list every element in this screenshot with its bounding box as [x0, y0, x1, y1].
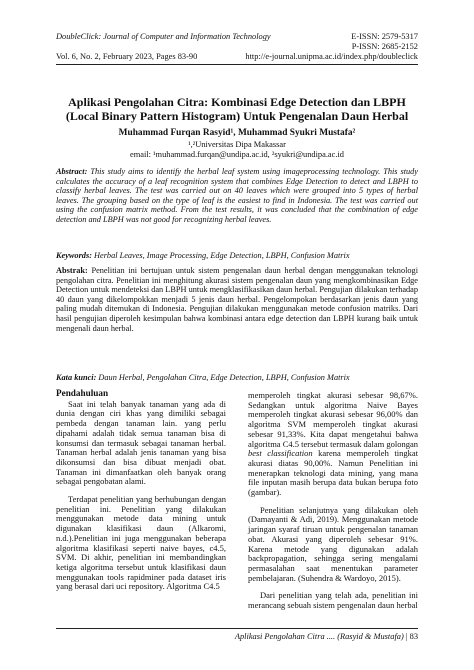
keywords-indonesian-label: Kata kunci:: [56, 373, 97, 382]
keywords-english: [56, 251, 418, 260]
page-footer: Aplikasi Pengolahan Citra .... (Rasyid & Mustafa) | 83: [234, 632, 418, 641]
section-heading: Pendahuluan: [56, 388, 109, 398]
page-number: 83: [409, 632, 418, 641]
abstract-indonesian-label: Abstrak:: [56, 266, 88, 275]
body-paragraph: [248, 391, 418, 498]
journal-name: DoubleClick: Journal of Computer and Information Technology: [56, 32, 271, 41]
paper-authors: Muhammad Furqan Rasyid¹, Muhammad Syukri Mustafa²: [118, 128, 356, 138]
body-paragraph: Saat ini telah banyak tanaman yang ada di dunia dengan ciri khas yang dimiliki sebagai pembeda dengan tanaman lain. yang perlu dipahami adalah tidak semua tanaman bisa di konsumsi dan termasuk sebagai tanaman herbal. Tanaman herbal adalah jenis tanaman yang bisa dikonsumsi dan bisa dibuat menjadi obat. Tanaman ini dimanfaatkan oleh banyak orang sebagai pengobatan alami.: [56, 398, 226, 487]
body-paragraph: Penelitian selanjutnya yang dilakukan oleh (Damayanti & Adi, 2019). Menggunakan metode jaringan syaraf tiruan untuk pengenalan tanaman obat. Akurasi yang diperoleh sebesar 91%. Karena metode yang digunakan adalah backpropagation, sehingga sering mengalami permasalahan saat menentukan parameter pembelajaran. (Suhendra & Wardoyo, 2015).: [248, 504, 418, 583]
journal-url: http://e-journal.unipma.ac.id/index.php/doubleclick: [245, 52, 418, 61]
body-emphasis: best classification: [248, 448, 313, 459]
keywords-indonesian: [56, 373, 418, 382]
eissn: E-ISSN: 2579-5317: [351, 32, 418, 41]
body-left-column: [56, 389, 226, 592]
abstract-english-label: Abstract:: [56, 167, 88, 176]
body-text: memperoleh tingkat akurasi sebesar 98,67%. Sedangkan untuk algoritma Naive Bayes memperoleh tingkat akurasi sebesar 96,00% dan algoritma SVM memperoleh tingkat akurasi sebesar 91,33%. Kita dapat mengetahui bahwa algoritma C4.5 tersebut termasuk dalam golongan: [248, 390, 418, 449]
keywords-english-label: Keywords:: [56, 251, 92, 260]
pissn: P-ISSN: 2685-2152: [351, 42, 418, 51]
paper-title: Aplikasi Pengolahan Citra: Kombinasi Edge Detection dan LBPH (Local Binary Pattern Histogram) Untuk Pengenalan Daun Herbal: [65, 95, 409, 123]
body-right-column: [248, 391, 418, 611]
body-text: karena memperoleh tingkat akurasi diatas 90,00%. Namun Penelitian ini menerapkan teknologi data mining, yang mana file inputan masih berupa data bukan berupa foto (gambar).: [248, 448, 418, 498]
volume-info: Vol. 6, No. 2, February 2023, Pages 83-90: [56, 52, 198, 61]
body-paragraph: Dari penelitian yang telah ada, penelitian ini merancang sebuah sistem pengenalan daun herbal: [248, 590, 418, 611]
keywords-indonesian-text: Daun Herbal, Pengolahan Citra, Edge Detection, LBPH, Confusion Matrix: [98, 373, 350, 382]
keywords-english-text: Herbal Leaves, Image Processing, Edge Detection, LBPH, Confusion Matrix: [94, 251, 350, 260]
abstract-english-text: This study aims to identify the herbal leaf system using imageprocessing technology. This study calculates the accuracy of a leaf recognition system that combines Edge Detection to detect and LBPH to classify herbal leaves. The test was carried out on 40 leaves which were grouped into 5 types of herbal leaves. The grouping based on the type of leaf is the easiest to find in Indonesia. The test was carried out using the confusion matrix method. From the test results, it was concluded that the combination of edge detection and LBPH was not good for recognizing herbal leaves.: [56, 167, 418, 224]
abstract-indonesian-text: Penelitian ini bertujuan untuk sistem pengenalan daun herbal dengan menggunakan teknologi pengolahan citra. Penelitian ini menghitung akurasi sistem pengenalan daun yang mengkombinasikan Edge Detection untuk mendeteksi dan LBPH untuk mengklasifikasikan daun herbal. Pengujian dilakukan terhadap 40 daun yang dikelompokkan menjadi 5 jenis daun herbal. Pengelompokan berdasarkan jenis daun yang paling mudah ditemukan di Indonesia. Pengujian dilakukan menggunakan metode confusion matriks. Dari hasil pengujian diperoleh kesimpulan bahwa kombinasi antara edge detection dan LBPH kurang baik untuk mengenali daun herbal.: [56, 266, 418, 333]
abstract-indonesian: [56, 266, 418, 333]
author-emails: email: ¹muhammad.furqan@undipa.ac.id, ²syukri@undipa.ac.id: [130, 150, 344, 159]
footer-text: Aplikasi Pengolahan Citra .... (Rasyid & Mustafa): [234, 632, 404, 641]
header-rule: [56, 64, 418, 65]
body-paragraph: Terdapat penelitian yang berhubungan dengan penelitian ini. Penelitian yang dilakukan menggunakan metode data mining untuk digunakan klasifikasi daun (Alkaromi, n.d.).Penelitian ini juga menggunakan beberapa algoritma klasifikasi seperti naive bayes, c4.5, SVM. Di akhir, penelitian ini membandingkan ketiga algoritma tersebut untuk klasifikasi daun menggunakan tools rapidminer pada dataset iris yang berasal dari uci repository. Algoritma C4.5: [56, 494, 226, 592]
affiliation: ¹,²Universitas Dipa Makassar: [188, 140, 286, 149]
abstract-english: [56, 167, 418, 225]
footer-rule: [56, 628, 418, 629]
